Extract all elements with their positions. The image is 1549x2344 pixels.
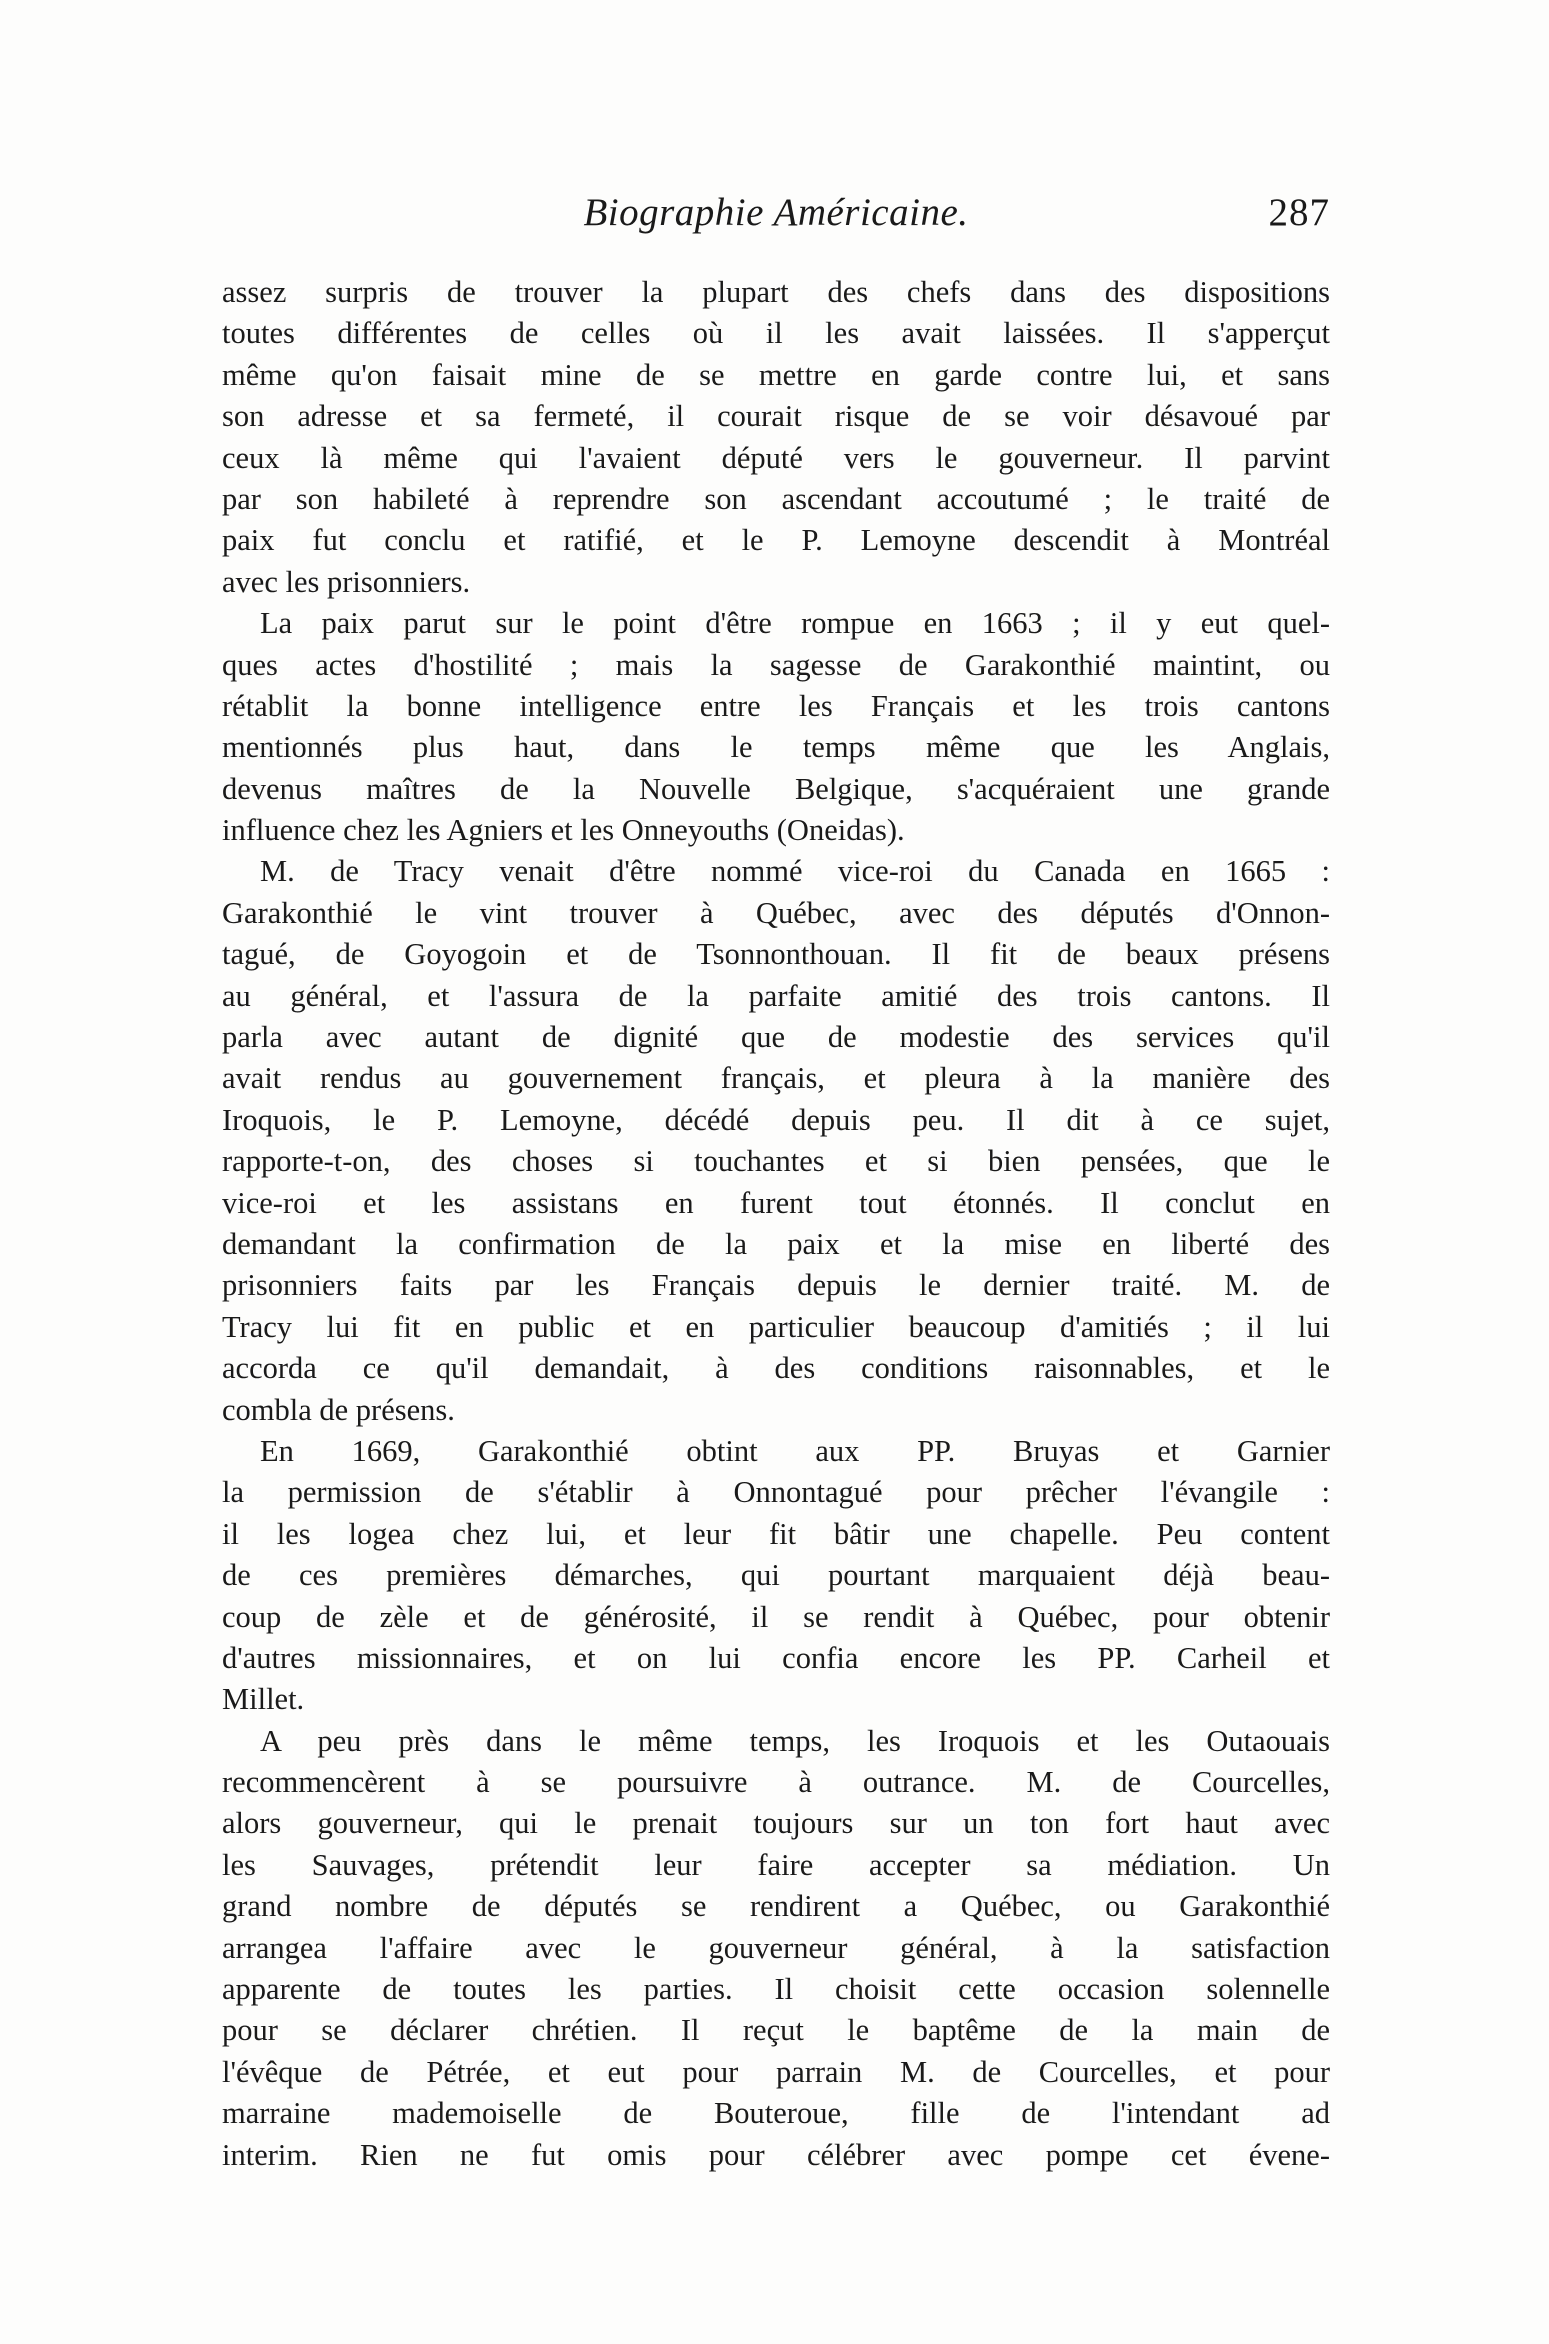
page-header <box>222 190 1330 250</box>
text-line: En 1669, Garakonthié obtint aux PP. Bruyas et Garnier <box>260 1433 1330 1468</box>
page-number: 287 <box>1268 191 1330 234</box>
text-line: parla avec autant de dignité que de modestie des services qu'il <box>222 1020 1330 1055</box>
text-line: paix fut conclu et ratifié, et le P. Lemoyne descendit à Montréal <box>222 523 1330 558</box>
text-line: alors gouverneur, qui le prenait toujours sur un ton fort haut avec <box>222 1806 1330 1841</box>
text-line: interim. Rien ne fut omis pour célébrer avec pompe cet évene- <box>222 2137 1330 2172</box>
text-line: pour se déclarer chrétien. Il reçut le baptême de la main de <box>222 2013 1330 2048</box>
text-line: avait rendus au gouvernement français, et pleura à la manière des <box>222 1061 1330 1096</box>
text-line: M. de Tracy venait d'être nommé vice-roi du Canada en 1665 : <box>260 854 1330 889</box>
text-line: toutes différentes de celles où il les avait laissées. Il s'apperçut <box>222 316 1330 351</box>
body-text <box>222 272 1330 2176</box>
text-line: avec les prisonniers. <box>222 564 471 599</box>
running-title: Biographie Américaine. <box>583 191 969 234</box>
text-line: coup de zèle et de générosité, il se rendit à Québec, pour obtenir <box>222 1599 1330 1634</box>
text-line: les Sauvages, prétendit leur faire accepter sa médiation. Un <box>222 1847 1330 1882</box>
text-line: ques actes d'hostilité ; mais la sagesse de Garakonthié maintint, ou <box>222 647 1330 682</box>
text-line: par son habileté à reprendre son ascendant accoutumé ; le traité de <box>222 481 1330 516</box>
text-line: d'autres missionnaires, et on lui confia encore les PP. Carheil et <box>222 1640 1330 1675</box>
text-line: arrangea l'affaire avec le gouverneur général, à la satisfaction <box>222 1930 1330 1965</box>
text-line: Tracy lui fit en public et en particulier beaucoup d'amitiés ; il lui <box>222 1309 1330 1344</box>
text-line: vice-roi et les assistans en furent tout étonnés. Il conclut en <box>222 1185 1330 1220</box>
text-line: l'évêque de Pétrée, et eut pour parrain M. de Courcelles, et pour <box>222 2054 1330 2089</box>
text-line: Garakonthié le vint trouver à Québec, avec des députés d'Onnon- <box>222 895 1330 930</box>
text-line: Millet. <box>222 1682 305 1717</box>
text-line: prisonniers faits par les Français depuis le dernier traité. M. de <box>222 1268 1330 1303</box>
text-line: rétablit la bonne intelligence entre les Français et les trois cantons <box>222 688 1330 723</box>
text-line: Iroquois, le P. Lemoyne, décédé depuis peu. Il dit à ce sujet, <box>222 1102 1330 1137</box>
text-line: rapporte-t-on, des choses si touchantes et si bien pensées, que le <box>222 1144 1330 1179</box>
text-line: ceux là même qui l'avaient député vers le gouverneur. Il parvint <box>222 440 1330 475</box>
text-line: La paix parut sur le point d'être rompue en 1663 ; il y eut quel- <box>260 606 1330 641</box>
text-line: il les logea chez lui, et leur fit bâtir une chapelle. Peu content <box>222 1516 1330 1551</box>
text-line: A peu près dans le même temps, les Iroquois et les Outaouais <box>260 1723 1330 1758</box>
text-line: devenus maîtres de la Nouvelle Belgique, s'acquéraient une grande <box>222 771 1330 806</box>
text-line: au général, et l'assura de la parfaite amitié des trois cantons. Il <box>222 978 1330 1013</box>
text-line: accorda ce qu'il demandait, à des conditions raisonnables, et le <box>222 1351 1330 1386</box>
text-line: de ces premières démarches, qui pourtant marquaient déjà beau- <box>222 1558 1330 1593</box>
text-line: la permission de s'établir à Onnontagué pour prêcher l'évangile : <box>222 1475 1330 1510</box>
text-line: son adresse et sa fermeté, il courait risque de se voir désavoué par <box>222 399 1330 434</box>
text-line: assez surpris de trouver la plupart des chefs dans des dispositions <box>222 275 1330 309</box>
text-line: apparente de toutes les parties. Il choisit cette occasion solennelle <box>222 1972 1330 2007</box>
text-line: mentionnés plus haut, dans le temps même que les Anglais, <box>222 730 1330 765</box>
text-line: marraine mademoiselle de Bouteroue, fille de l'intendant ad <box>222 2096 1330 2131</box>
text-line: influence chez les Agniers et les Onneyouths (Oneidas). <box>222 813 905 848</box>
text-line: recommencèrent à se poursuivre à outrance. M. de Courcelles, <box>222 1765 1330 1800</box>
text-line: grand nombre de députés se rendirent a Québec, ou Garakonthié <box>222 1889 1330 1924</box>
text-line: combla de présens. <box>222 1392 455 1427</box>
text-line: demandant la confirmation de la paix et la mise en liberté des <box>222 1226 1330 1261</box>
text-line: même qu'on faisait mine de se mettre en garde contre lui, et sans <box>222 357 1330 392</box>
text-line: tagué, de Goyogoin et de Tsonnonthouan. Il fit de beaux présens <box>222 937 1330 972</box>
